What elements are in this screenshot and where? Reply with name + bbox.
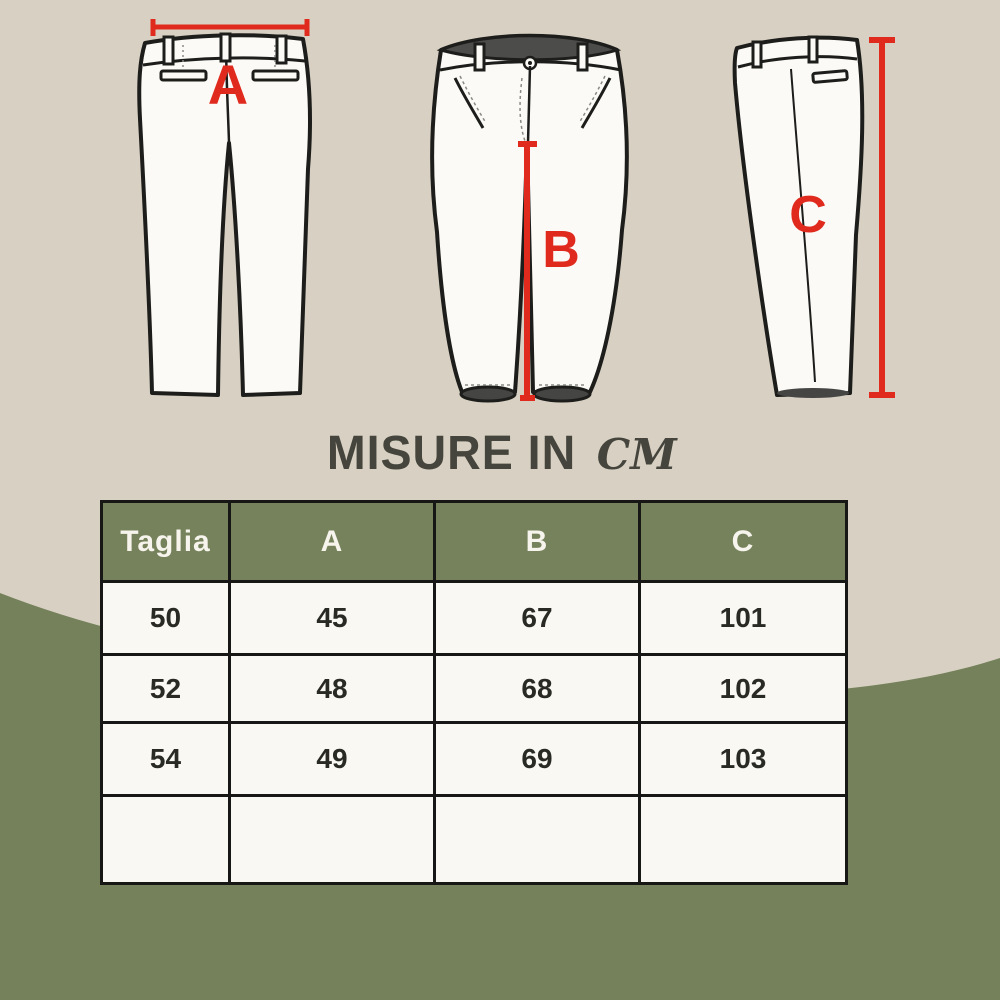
table-row-empty bbox=[102, 796, 847, 884]
page-title bbox=[0, 426, 1000, 481]
measure-label-b: B bbox=[542, 221, 580, 279]
measure-label-c: C bbox=[789, 186, 827, 244]
size-cell bbox=[230, 796, 435, 884]
waist-button-center bbox=[528, 61, 532, 65]
size-cell: 69 bbox=[435, 723, 640, 796]
outseam-measure-line bbox=[869, 40, 895, 395]
size-cell: 68 bbox=[435, 655, 640, 723]
measure-label-a: A bbox=[207, 53, 249, 116]
hem-interior bbox=[777, 388, 849, 398]
table-row bbox=[102, 655, 847, 723]
size-cell: 102 bbox=[640, 655, 847, 723]
header-a: A bbox=[230, 502, 435, 582]
size-cell: 45 bbox=[230, 582, 435, 655]
header-c: C bbox=[640, 502, 847, 582]
left-hem-interior bbox=[461, 387, 515, 401]
size-cell: 48 bbox=[230, 655, 435, 723]
side-back-pocket bbox=[813, 71, 848, 83]
size-cell: 50 bbox=[102, 582, 230, 655]
title-unit-cm: CM bbox=[596, 430, 677, 479]
pants-front-view-illustration bbox=[425, 20, 640, 405]
size-cell: 52 bbox=[102, 655, 230, 723]
size-cell: 67 bbox=[435, 582, 640, 655]
size-cell: 54 bbox=[102, 723, 230, 796]
size-cell: 49 bbox=[230, 723, 435, 796]
size-cell bbox=[435, 796, 640, 884]
size-table-header-row bbox=[102, 502, 847, 582]
size-table bbox=[100, 500, 848, 885]
size-cell: 101 bbox=[640, 582, 847, 655]
right-hem-interior bbox=[534, 387, 590, 401]
title-text: MISURE IN bbox=[327, 427, 577, 480]
header-taglia: Taglia bbox=[102, 502, 230, 582]
header-b: B bbox=[435, 502, 640, 582]
size-cell: 103 bbox=[640, 723, 847, 796]
table-row bbox=[102, 582, 847, 655]
table-row bbox=[102, 723, 847, 796]
size-cell bbox=[102, 796, 230, 884]
size-cell bbox=[640, 796, 847, 884]
